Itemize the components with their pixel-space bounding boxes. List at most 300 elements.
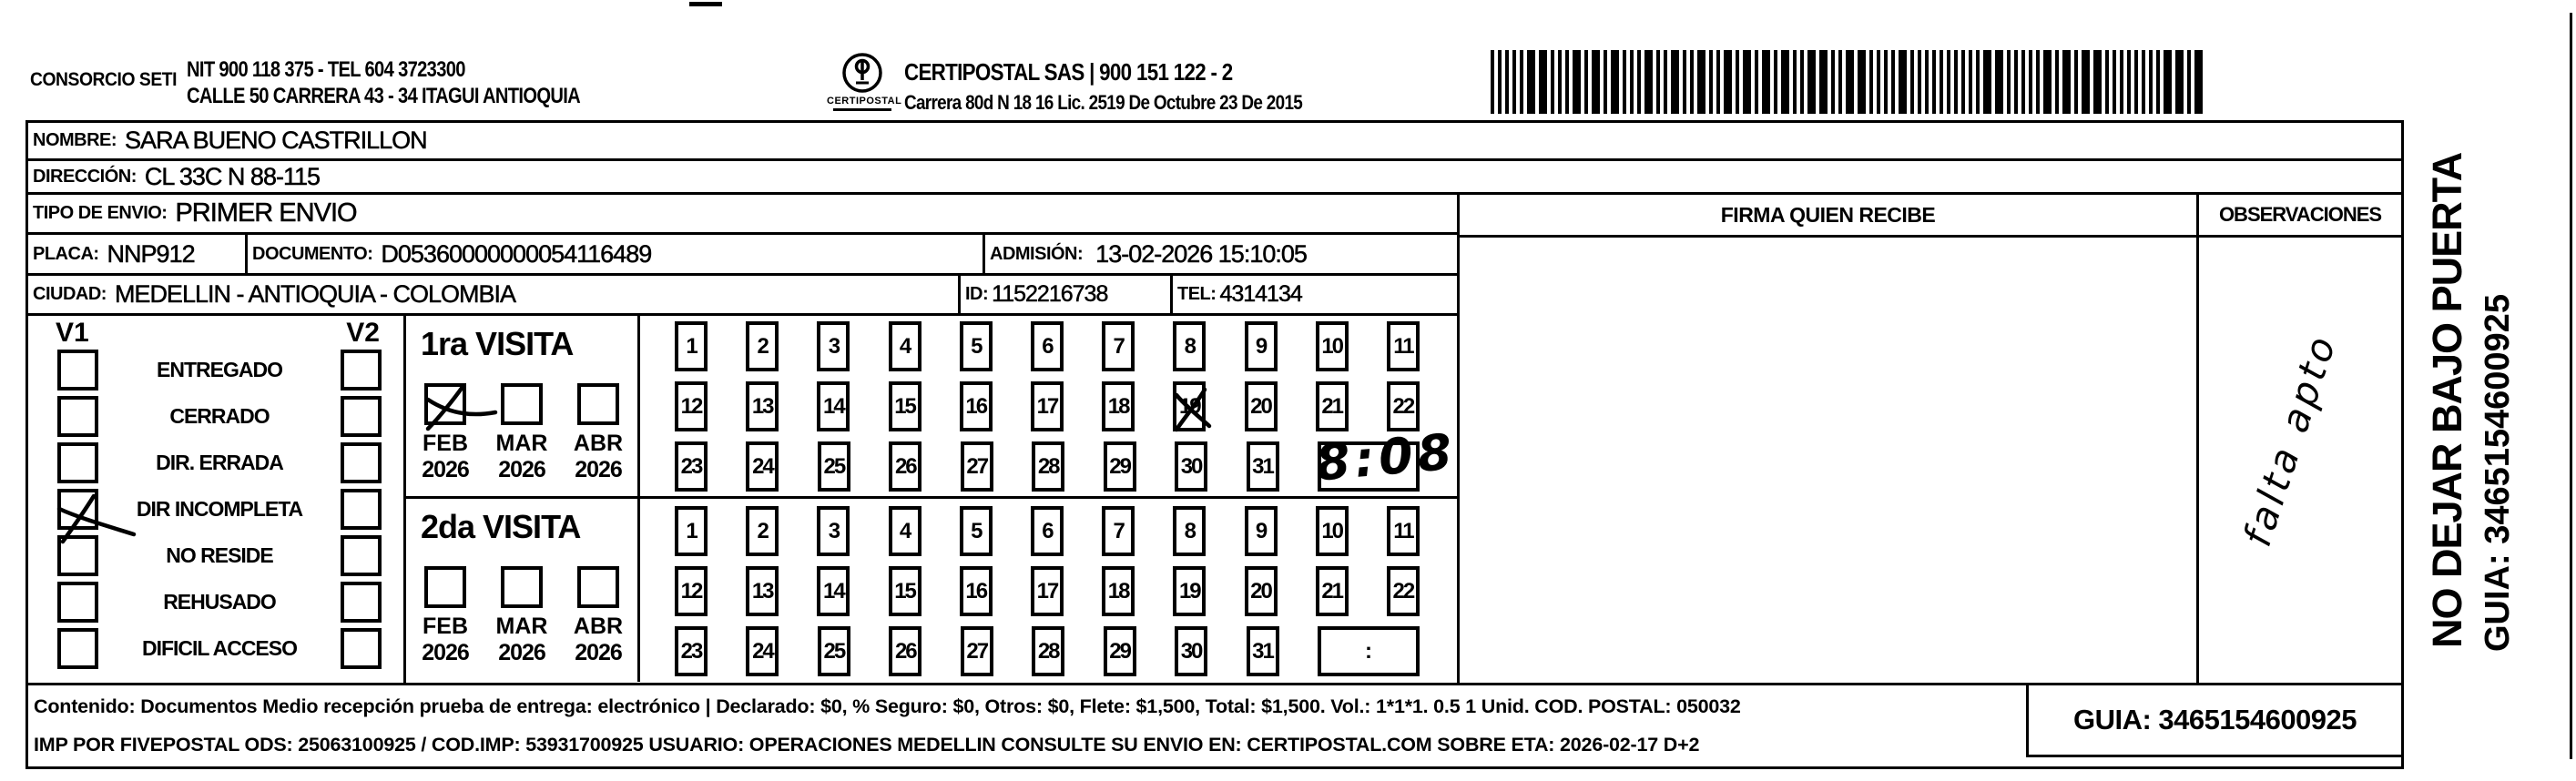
v1-checkbox-dificil-acceso[interactable] xyxy=(57,628,98,669)
status-option-row xyxy=(28,625,403,672)
day-box-29[interactable] xyxy=(1104,626,1136,676)
day-number: 16 xyxy=(965,578,987,604)
day-box-28[interactable] xyxy=(1032,626,1064,676)
day-box-3[interactable] xyxy=(817,321,850,371)
barcode-bar xyxy=(1899,50,1907,114)
barcode-bar xyxy=(2175,50,2184,114)
day-number: 3 xyxy=(828,518,840,543)
v2-checkbox-dir-errada[interactable] xyxy=(341,442,382,483)
visit-time-box[interactable] xyxy=(1318,626,1420,676)
barcode-bar xyxy=(1709,50,1713,114)
month-checkbox-abr[interactable] xyxy=(577,383,619,425)
nit-tel-line: NIT 900 118 375 - TEL 604 3723300 xyxy=(187,57,465,82)
delivery-form xyxy=(25,120,2404,769)
consorcio-title: CONSORCIO SETI xyxy=(30,69,178,90)
day-box-23[interactable] xyxy=(675,441,708,492)
day-number: 30 xyxy=(1180,453,1202,479)
month-checkbox-abr[interactable] xyxy=(577,566,619,608)
day-box-1[interactable] xyxy=(675,506,708,556)
guide-barcode xyxy=(1491,50,2219,114)
barcode-bar xyxy=(2055,50,2059,114)
barcode-bar xyxy=(2156,50,2160,114)
barcode-bar xyxy=(1891,50,1895,114)
day-box-15[interactable] xyxy=(889,566,921,616)
day-number: 20 xyxy=(1250,393,1271,419)
day-number: 19 xyxy=(1178,578,1200,604)
day-box-25[interactable] xyxy=(818,441,850,492)
barcode-bar xyxy=(2187,50,2191,114)
barcode-bar xyxy=(1831,50,1835,114)
barcode-bar xyxy=(2062,50,2071,114)
observaciones-header: OBSERVACIONES xyxy=(2196,195,2401,235)
street-line: CALLE 50 CARRERA 43 - 34 ITAGUI ANTIOQUIA xyxy=(187,84,581,108)
imp-info-line: IMP POR FIVEPOSTAL ODS: 25063100925 / COD.IMP: 53931700925 USUARIO: OPERACIONES MEDELLIN CONSULTE SU ENVIO EN: CERTIPOSTAL.COM SOBRE ETA: 2026-02-17 D+2 xyxy=(34,734,1700,756)
barcode-bar xyxy=(1520,50,1523,114)
day-box-16[interactable] xyxy=(960,566,993,616)
day-grid-row xyxy=(675,381,1420,431)
visit-month-row xyxy=(419,383,637,483)
day-number: 8 xyxy=(1184,333,1195,359)
barcode-bar xyxy=(1565,50,1569,114)
day-number: 10 xyxy=(1321,518,1343,543)
visit-title: 1ra VISITA xyxy=(421,325,574,362)
day-box-11[interactable] xyxy=(1387,506,1420,556)
day-number: 4 xyxy=(899,518,911,543)
company-block xyxy=(904,58,1302,115)
barcode-bar xyxy=(2014,50,2018,114)
day-box-4[interactable] xyxy=(889,321,921,371)
v1-checkbox-cerrado[interactable] xyxy=(57,396,98,437)
day-box-2[interactable] xyxy=(746,506,779,556)
month-label: MAR xyxy=(495,431,548,456)
day-grid-row xyxy=(675,566,1420,616)
v2-checkbox-cerrado[interactable] xyxy=(341,396,382,437)
placa-cell xyxy=(28,235,248,273)
no-dejar-bajo-puerta-note: NO DEJAR BAJO PUERTA xyxy=(2424,152,2470,648)
month-checkbox-mar[interactable] xyxy=(501,383,543,425)
day-box-1[interactable] xyxy=(675,321,708,371)
day-box-31[interactable] xyxy=(1247,626,1279,676)
day-box-17[interactable] xyxy=(1031,566,1064,616)
barcode-bar xyxy=(1807,50,1816,114)
day-box-12[interactable] xyxy=(675,566,708,616)
status-option-row xyxy=(28,532,403,579)
month-label: ABR xyxy=(573,614,624,639)
side-guia-number: GUIA: 3465154600925 xyxy=(2479,294,2517,652)
day-box-3[interactable] xyxy=(817,506,850,556)
month-label: ABR xyxy=(573,431,624,456)
visit-time-box[interactable] xyxy=(1313,422,1459,492)
day-box-30[interactable] xyxy=(1175,441,1207,492)
day-grid-row xyxy=(675,506,1420,556)
barcode-bar xyxy=(1724,50,1732,114)
day-box-7[interactable] xyxy=(1102,506,1135,556)
ciudad-cell xyxy=(28,276,961,313)
barcode-bar xyxy=(2021,50,2025,114)
firma-header: FIRMA QUIEN RECIBE xyxy=(1720,202,1936,227)
day-box-27[interactable] xyxy=(961,626,993,676)
month-checkbox-feb[interactable] xyxy=(424,383,466,425)
day-number: 1 xyxy=(686,518,697,543)
day-box-18[interactable] xyxy=(1102,566,1135,616)
barcode-bar xyxy=(1656,50,1660,114)
day-number: 14 xyxy=(823,578,844,604)
day-box-24[interactable] xyxy=(746,626,779,676)
barcode-bar xyxy=(1736,50,1739,114)
day-number: 20 xyxy=(1250,578,1271,604)
barcode-bar xyxy=(1793,50,1797,114)
day-box-21[interactable] xyxy=(1316,566,1349,616)
second-visit-panel xyxy=(406,499,640,682)
barcode-bar xyxy=(2105,50,2109,114)
day-box-22[interactable] xyxy=(1387,566,1420,616)
day-box-14[interactable] xyxy=(817,381,850,431)
day-box-15[interactable] xyxy=(889,381,921,431)
barcode-bar xyxy=(1846,50,1854,114)
day-number: 3 xyxy=(828,333,840,359)
day-number: 28 xyxy=(1037,638,1059,664)
barcode-bar xyxy=(1961,50,1965,114)
ciudad-value: MEDELLIN - ANTIOQUIA - COLOMBIA xyxy=(114,280,516,308)
certipostal-logo xyxy=(827,51,902,111)
barcode-bar xyxy=(1558,50,1562,114)
status-option-row xyxy=(28,486,403,532)
barcode-bar xyxy=(1690,50,1694,114)
second-visit-row xyxy=(406,499,1457,682)
day-number: 12 xyxy=(680,578,702,604)
status-option-label: DIR. ERRADA xyxy=(156,451,283,474)
barcode-bar xyxy=(1947,50,1950,114)
day-box-27[interactable] xyxy=(961,441,993,492)
month-year-label: 2026 xyxy=(422,457,469,482)
day-number: 31 xyxy=(1252,638,1273,664)
v1-checkbox-rehusado[interactable] xyxy=(57,582,98,623)
day-box-17[interactable] xyxy=(1031,381,1064,431)
day-box-5[interactable] xyxy=(960,321,993,371)
day-box-9[interactable] xyxy=(1245,506,1278,556)
day-box-8[interactable] xyxy=(1173,506,1206,556)
first-visit-day-grid xyxy=(640,316,1457,496)
barcode-bar xyxy=(1869,50,1873,114)
tipo-envio-value: PRIMER ENVIO xyxy=(175,198,357,228)
tel-value: 4314134 xyxy=(1219,281,1302,307)
barcode-bar xyxy=(1918,50,1921,114)
nombre-label: NOMBRE: xyxy=(33,130,117,150)
footer-section xyxy=(28,683,2401,766)
footer-lines xyxy=(34,687,2022,764)
day-number: 8 xyxy=(1184,518,1195,543)
day-number: 21 xyxy=(1321,578,1343,604)
barcode-bar xyxy=(1819,50,1828,114)
status-option-list xyxy=(28,347,403,672)
status-option-label: ENTREGADO xyxy=(157,358,282,381)
barcode-bar xyxy=(2029,50,2032,114)
day-grid-row xyxy=(675,321,1420,371)
sender-contact-block xyxy=(187,56,580,109)
second-visit-day-grid xyxy=(640,499,1457,682)
signature-body xyxy=(1460,238,2401,683)
logo-tagline-bar xyxy=(833,108,891,111)
barcode-bar xyxy=(2113,50,2116,114)
day-box-2[interactable] xyxy=(746,321,779,371)
month-year-label: 2026 xyxy=(498,640,545,665)
tipo-envio-row xyxy=(28,195,1457,235)
day-number: 23 xyxy=(680,638,702,664)
barcode-bar xyxy=(1932,50,1936,114)
placa-label: PLACA: xyxy=(33,243,99,264)
direccion-label: DIRECCIÓN: xyxy=(33,166,137,187)
company-license-line: Carrera 80d N 18 16 Lic. 2519 De Octubre 23 De 2015 xyxy=(904,91,1303,114)
barcode-bar xyxy=(1539,50,1547,114)
barcode-bar xyxy=(1716,50,1720,114)
barcode-bar xyxy=(1512,50,1516,114)
firma-signature-area[interactable] xyxy=(1460,238,2196,683)
day-box-12[interactable] xyxy=(675,381,708,431)
barcode-bar xyxy=(2134,50,2138,114)
status-option-row xyxy=(28,579,403,625)
handwritten-x-mark xyxy=(1170,382,1214,435)
day-box-4[interactable] xyxy=(889,506,921,556)
v1-column-header: V1 xyxy=(56,318,89,348)
day-number: 26 xyxy=(894,638,916,664)
status-option-row xyxy=(28,440,403,486)
signature-section xyxy=(1457,195,2401,683)
month-label: MAR xyxy=(495,614,548,639)
day-box-10[interactable] xyxy=(1316,506,1349,556)
day-number: 30 xyxy=(1180,638,1202,664)
barcode-bar xyxy=(1505,50,1509,114)
barcode-bar xyxy=(2007,50,2011,114)
ciudad-row xyxy=(28,276,1457,316)
status-panel-header xyxy=(28,316,403,347)
barcode-bar xyxy=(1584,50,1588,114)
month-label: FEB xyxy=(423,614,468,639)
barcode-bar xyxy=(1664,50,1667,114)
day-number: 24 xyxy=(752,453,773,479)
time-separator: : xyxy=(1364,638,1372,664)
day-box-11[interactable] xyxy=(1387,321,1420,371)
ciudad-label: CIUDAD: xyxy=(33,284,107,304)
day-box-6[interactable] xyxy=(1031,321,1064,371)
v2-column-header: V2 xyxy=(346,318,380,348)
day-box-28[interactable] xyxy=(1032,441,1064,492)
day-box-22[interactable] xyxy=(1387,381,1420,431)
barcode-bar xyxy=(1611,50,1619,114)
day-box-21[interactable] xyxy=(1316,381,1349,431)
barcode-bar xyxy=(1995,50,2003,114)
barcode-bar xyxy=(2194,50,2203,114)
day-box-18[interactable] xyxy=(1102,381,1135,431)
month-checkbox-feb[interactable] xyxy=(424,566,466,608)
day-box-29[interactable] xyxy=(1104,441,1136,492)
day-number: 24 xyxy=(752,638,773,664)
certipostal-logo-icon xyxy=(840,51,884,95)
day-box-10[interactable] xyxy=(1316,321,1349,371)
day-box-20[interactable] xyxy=(1245,566,1278,616)
documento-value: D05360000000054116489 xyxy=(381,239,652,268)
barcode-bar xyxy=(2036,50,2040,114)
barcode-bar xyxy=(1983,50,1991,114)
status-option-label: DIR INCOMPLETA xyxy=(136,497,303,521)
day-number: 9 xyxy=(1255,333,1267,359)
handwritten-observation-note: falta apto xyxy=(2235,328,2346,553)
day-box-31[interactable] xyxy=(1247,441,1279,492)
tel-label: TEL: xyxy=(1177,284,1217,304)
month-year-label: 2026 xyxy=(498,457,545,482)
v2-checkbox-dir-incompleta[interactable] xyxy=(341,489,382,530)
day-box-30[interactable] xyxy=(1175,626,1207,676)
barcode-bar xyxy=(2093,50,2102,114)
day-box-16[interactable] xyxy=(960,381,993,431)
barcode-bar xyxy=(2120,50,2123,114)
status-option-row xyxy=(28,393,403,440)
day-number: 25 xyxy=(823,453,845,479)
barcode-bar xyxy=(1940,50,1943,114)
month-checkbox-mar[interactable] xyxy=(501,566,543,608)
barcode-bar xyxy=(1743,50,1751,114)
direccion-value: CL 33C N 88-115 xyxy=(144,162,321,190)
barcode-bar xyxy=(1491,50,1494,114)
day-number: 25 xyxy=(823,638,845,664)
month-option-mar xyxy=(495,566,548,666)
barcode-bar xyxy=(1644,50,1653,114)
v2-checkbox-dificil-acceso[interactable] xyxy=(341,628,382,669)
v1-checkbox-no-reside[interactable] xyxy=(57,535,98,576)
barcode-bar xyxy=(1925,50,1929,114)
day-number: 11 xyxy=(1393,333,1413,359)
barcode-bar xyxy=(1781,50,1789,114)
first-visit-panel xyxy=(406,316,640,496)
day-box-20[interactable] xyxy=(1245,381,1278,431)
day-number: 2 xyxy=(757,333,768,359)
month-option-abr xyxy=(572,383,625,483)
placa-value: NNP912 xyxy=(107,239,195,268)
day-number: 21 xyxy=(1321,393,1343,419)
status-option-label: NO RESIDE xyxy=(166,543,273,567)
first-visit-row xyxy=(406,316,1457,499)
day-number: 7 xyxy=(1113,333,1124,359)
documento-cell xyxy=(248,235,985,273)
day-box-13[interactable] xyxy=(746,566,779,616)
day-number: 26 xyxy=(894,453,916,479)
day-box-24[interactable] xyxy=(746,441,779,492)
barcode-bar xyxy=(1838,50,1842,114)
barcode-bar xyxy=(1623,50,1626,114)
barcode-bar xyxy=(1969,50,1972,114)
signature-headers xyxy=(1460,195,2401,238)
day-number: 17 xyxy=(1036,393,1058,419)
day-number: 15 xyxy=(894,393,915,419)
day-box-9[interactable] xyxy=(1245,321,1278,371)
day-box-26[interactable] xyxy=(889,441,921,492)
day-box-7[interactable] xyxy=(1102,321,1135,371)
month-year-label: 2026 xyxy=(575,640,622,665)
barcode-bar xyxy=(1877,50,1880,114)
visits-right xyxy=(406,316,1457,683)
id-label: ID: xyxy=(965,284,989,304)
day-number: 13 xyxy=(751,578,773,604)
handwritten-x-mark xyxy=(421,381,499,436)
barcode-bar xyxy=(1697,50,1705,114)
day-number: 18 xyxy=(1107,393,1129,419)
day-box-13[interactable] xyxy=(746,381,779,431)
v2-checkbox-entregado[interactable] xyxy=(341,350,382,390)
day-number: 31 xyxy=(1252,453,1273,479)
v1-checkbox-entregado[interactable] xyxy=(57,350,98,390)
day-number: 17 xyxy=(1036,578,1058,604)
visits-region xyxy=(28,316,1457,683)
month-option-mar xyxy=(495,383,548,483)
barcode-bar xyxy=(1683,50,1686,114)
barcode-bar xyxy=(1604,50,1607,114)
page-edge-artifact xyxy=(2570,13,2572,759)
day-number: 14 xyxy=(823,393,844,419)
barcode-bar xyxy=(2164,50,2172,114)
observaciones-area[interactable] xyxy=(2196,238,2401,683)
barcode-bar xyxy=(1762,50,1770,114)
month-year-label: 2026 xyxy=(422,640,469,665)
company-name-line: CERTIPOSTAL SAS | 900 151 122 - 2 xyxy=(904,58,1233,86)
content-declaration-line: Contenido: Documentos Medio recepción prueba de entrega: electrónico | Declarado: $0, % Seguro: $0, Otros: $0, Flete: $1,500, Total: $1,500. Vol.: 1*1*1. 0.5 1 Unid. COD. POSTAL: 050032 xyxy=(34,695,1741,717)
month-year-label: 2026 xyxy=(575,457,622,482)
delivery-status-panel xyxy=(28,316,406,683)
day-box-23[interactable] xyxy=(675,626,708,676)
v1-checkbox-dir-errada[interactable] xyxy=(57,442,98,483)
day-box-6[interactable] xyxy=(1031,506,1064,556)
admision-value: 13-02-2026 15:10:05 xyxy=(1095,239,1307,268)
day-grid-row xyxy=(675,626,1420,676)
day-box-14[interactable] xyxy=(817,566,850,616)
day-number: 6 xyxy=(1042,333,1053,359)
day-box-8[interactable] xyxy=(1173,321,1206,371)
barcode-bar xyxy=(1637,50,1641,114)
tipo-envio-label: TIPO DE ENVIO: xyxy=(33,203,168,223)
tel-cell xyxy=(1173,276,1457,313)
barcode-bar xyxy=(1954,50,1958,114)
day-box-19[interactable] xyxy=(1173,381,1206,431)
barcode-bar xyxy=(1755,50,1758,114)
visit-title: 2da VISITA xyxy=(421,508,581,545)
barcode-bar xyxy=(1671,50,1679,114)
day-number: 28 xyxy=(1037,453,1059,479)
day-box-19[interactable] xyxy=(1173,566,1206,616)
barcode-bar xyxy=(1630,50,1634,114)
month-option-abr xyxy=(572,566,625,666)
day-number: 27 xyxy=(966,453,988,479)
day-box-25[interactable] xyxy=(818,626,850,676)
day-number: 18 xyxy=(1107,578,1129,604)
v2-checkbox-rehusado[interactable] xyxy=(341,582,382,623)
day-box-5[interactable] xyxy=(960,506,993,556)
day-grid-row xyxy=(675,422,1459,492)
v1-checkbox-dir-incompleta[interactable] xyxy=(57,489,98,530)
day-number: 10 xyxy=(1321,333,1343,359)
barcode-bar xyxy=(2142,50,2145,114)
status-option-label: DIFICIL ACCESO xyxy=(141,636,297,660)
v2-checkbox-no-reside[interactable] xyxy=(341,535,382,576)
visit-month-row xyxy=(419,566,637,666)
day-number: 5 xyxy=(971,518,982,543)
barcode-bar xyxy=(1774,50,1777,114)
barcode-bar xyxy=(2082,50,2090,114)
month-option-feb xyxy=(419,566,472,666)
day-number: 9 xyxy=(1255,518,1267,543)
day-number: 19 xyxy=(1178,393,1200,419)
day-box-26[interactable] xyxy=(889,626,921,676)
day-number: 27 xyxy=(966,638,988,664)
barcode-bar xyxy=(1910,50,1914,114)
day-number: 4 xyxy=(899,333,911,359)
